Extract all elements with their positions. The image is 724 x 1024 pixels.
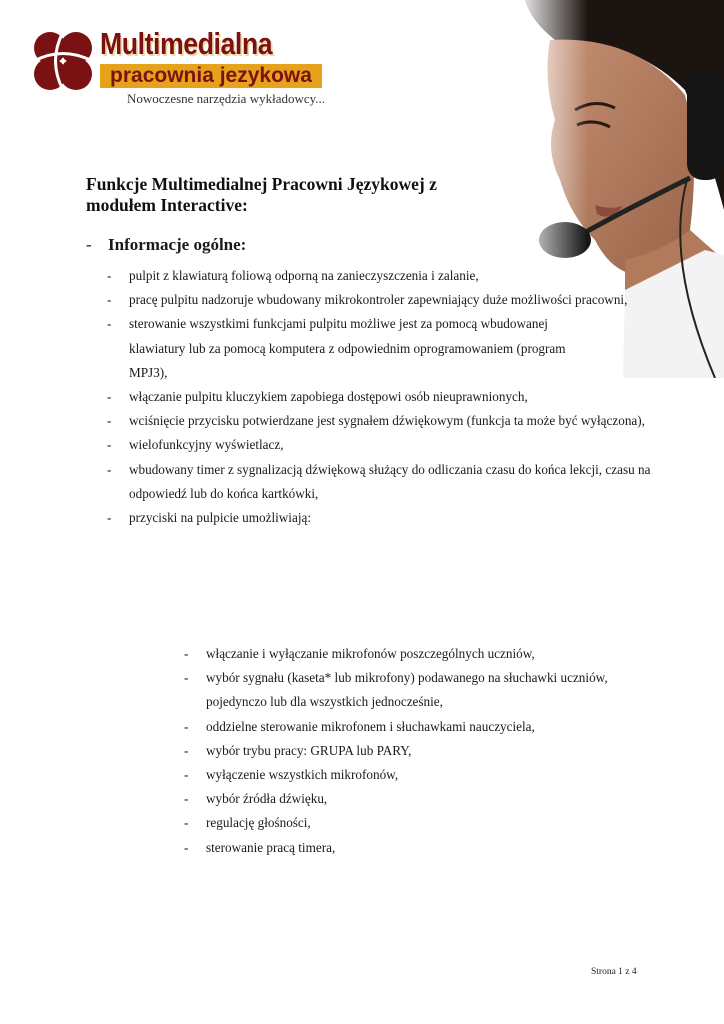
- list-dash: -: [184, 815, 189, 831]
- logo-wordmark-line2: pracownia jezykowa: [100, 64, 322, 88]
- list-dash: -: [184, 670, 189, 686]
- list-item: [184, 811, 644, 835]
- list-item-text: włączanie i wyłączanie mikrofonów poszczególnych uczniów,: [206, 646, 535, 661]
- list-item: [107, 288, 652, 312]
- button-functions-list: [184, 642, 644, 860]
- list-item-text: regulację głośności,: [206, 815, 311, 831]
- feature-list: [107, 264, 652, 530]
- list-dash: -: [107, 437, 112, 453]
- list-item: [107, 506, 652, 530]
- list-dash: -: [107, 268, 112, 283]
- list-item-text: wybór sygnału (kaseta* lub mikrofony) podawanego na słuchawki uczniów, pojedynczo lub dla wszystkich jednocześnie,: [206, 670, 608, 710]
- list-dash: -: [184, 791, 189, 807]
- page-number: Strona 1 z 4: [591, 967, 637, 977]
- list-item: [107, 433, 652, 457]
- list-item-text: wielofunkcyjny wyświetlacz,: [129, 437, 284, 453]
- list-dash: -: [184, 718, 189, 734]
- list-item-text: wybór trybu pracy: GRUPA lub PARY,: [206, 742, 412, 758]
- list-item: [184, 836, 644, 860]
- list-item: [107, 385, 652, 409]
- list-dash: -: [184, 839, 189, 855]
- list-dash: -: [107, 389, 112, 405]
- list-item: [184, 787, 644, 811]
- list-dash: -: [184, 767, 189, 783]
- section-heading: [86, 234, 546, 256]
- list-item-text: pracę pulpitu nadzoruje wbudowany mikrokontroler zapewniający duże możliwości pracowni,: [129, 292, 628, 308]
- list-dash: -: [184, 742, 189, 758]
- list-item-text: wyłączenie wszystkich mikrofonów,: [206, 767, 399, 783]
- list-dash: -: [184, 646, 189, 661]
- list-item-text: przyciski na pulpicie umożliwiają:: [129, 510, 312, 526]
- list-dash: -: [107, 510, 112, 526]
- list-item-text: wciśnięcie przycisku potwierdzane jest sygnałem dźwiękowym (funkcja ta może być wyłączona),: [129, 413, 645, 429]
- list-item-text: wbudowany timer z sygnalizacją dźwiękową służący do odliczania czasu do końca lekcji, czasu na odpowiedź lub do końca kartkówki,: [129, 461, 651, 501]
- document-title: Funkcje Multimedialnej Pracowni Językowej z modułem Interactive:: [86, 174, 437, 215]
- list-item: [184, 739, 644, 763]
- list-item: [184, 666, 661, 714]
- list-item: [184, 715, 644, 739]
- list-item: [107, 409, 649, 433]
- list-dash: -: [107, 316, 112, 332]
- list-dash: -: [107, 461, 112, 477]
- list-dash: -: [107, 292, 112, 308]
- logo-wordmark-line1: Multimedialna: [100, 26, 273, 61]
- list-item: [107, 312, 587, 385]
- list-item: [184, 763, 644, 787]
- tagline: Nowoczesne narzędzia wykładowcy...: [127, 91, 326, 106]
- list-item-text: oddzielne sterowanie mikrofonem i słuchawkami nauczyciela,: [206, 718, 535, 734]
- list-item-text: wybór źródła dźwięku,: [206, 791, 328, 807]
- list-dash: -: [107, 413, 112, 429]
- list-item: [184, 642, 644, 666]
- logo-flower-icon: [28, 26, 98, 96]
- list-item: [107, 458, 659, 506]
- list-item-text: włączanie pulpitu kluczykiem zapobiega dostępowi osób nieuprawnionych,: [129, 389, 528, 405]
- list-item: [107, 264, 652, 288]
- section-heading-text: Informacje ogólne:: [108, 235, 247, 254]
- list-item-text: sterowanie wszystkimi funkcjami pulpitu możliwe jest za pomocą wbudowanej klawiatury lub za pomocą komputera z odpowiednim oprogramowaniem (program MPJ3),: [129, 316, 566, 380]
- list-item-text: sterowanie pracą timera,: [206, 839, 336, 855]
- list-item-text: pulpit z klawiaturą foliową odporną na zanieczyszczenia i zalanie,: [129, 268, 479, 283]
- section-dash: -: [86, 235, 92, 254]
